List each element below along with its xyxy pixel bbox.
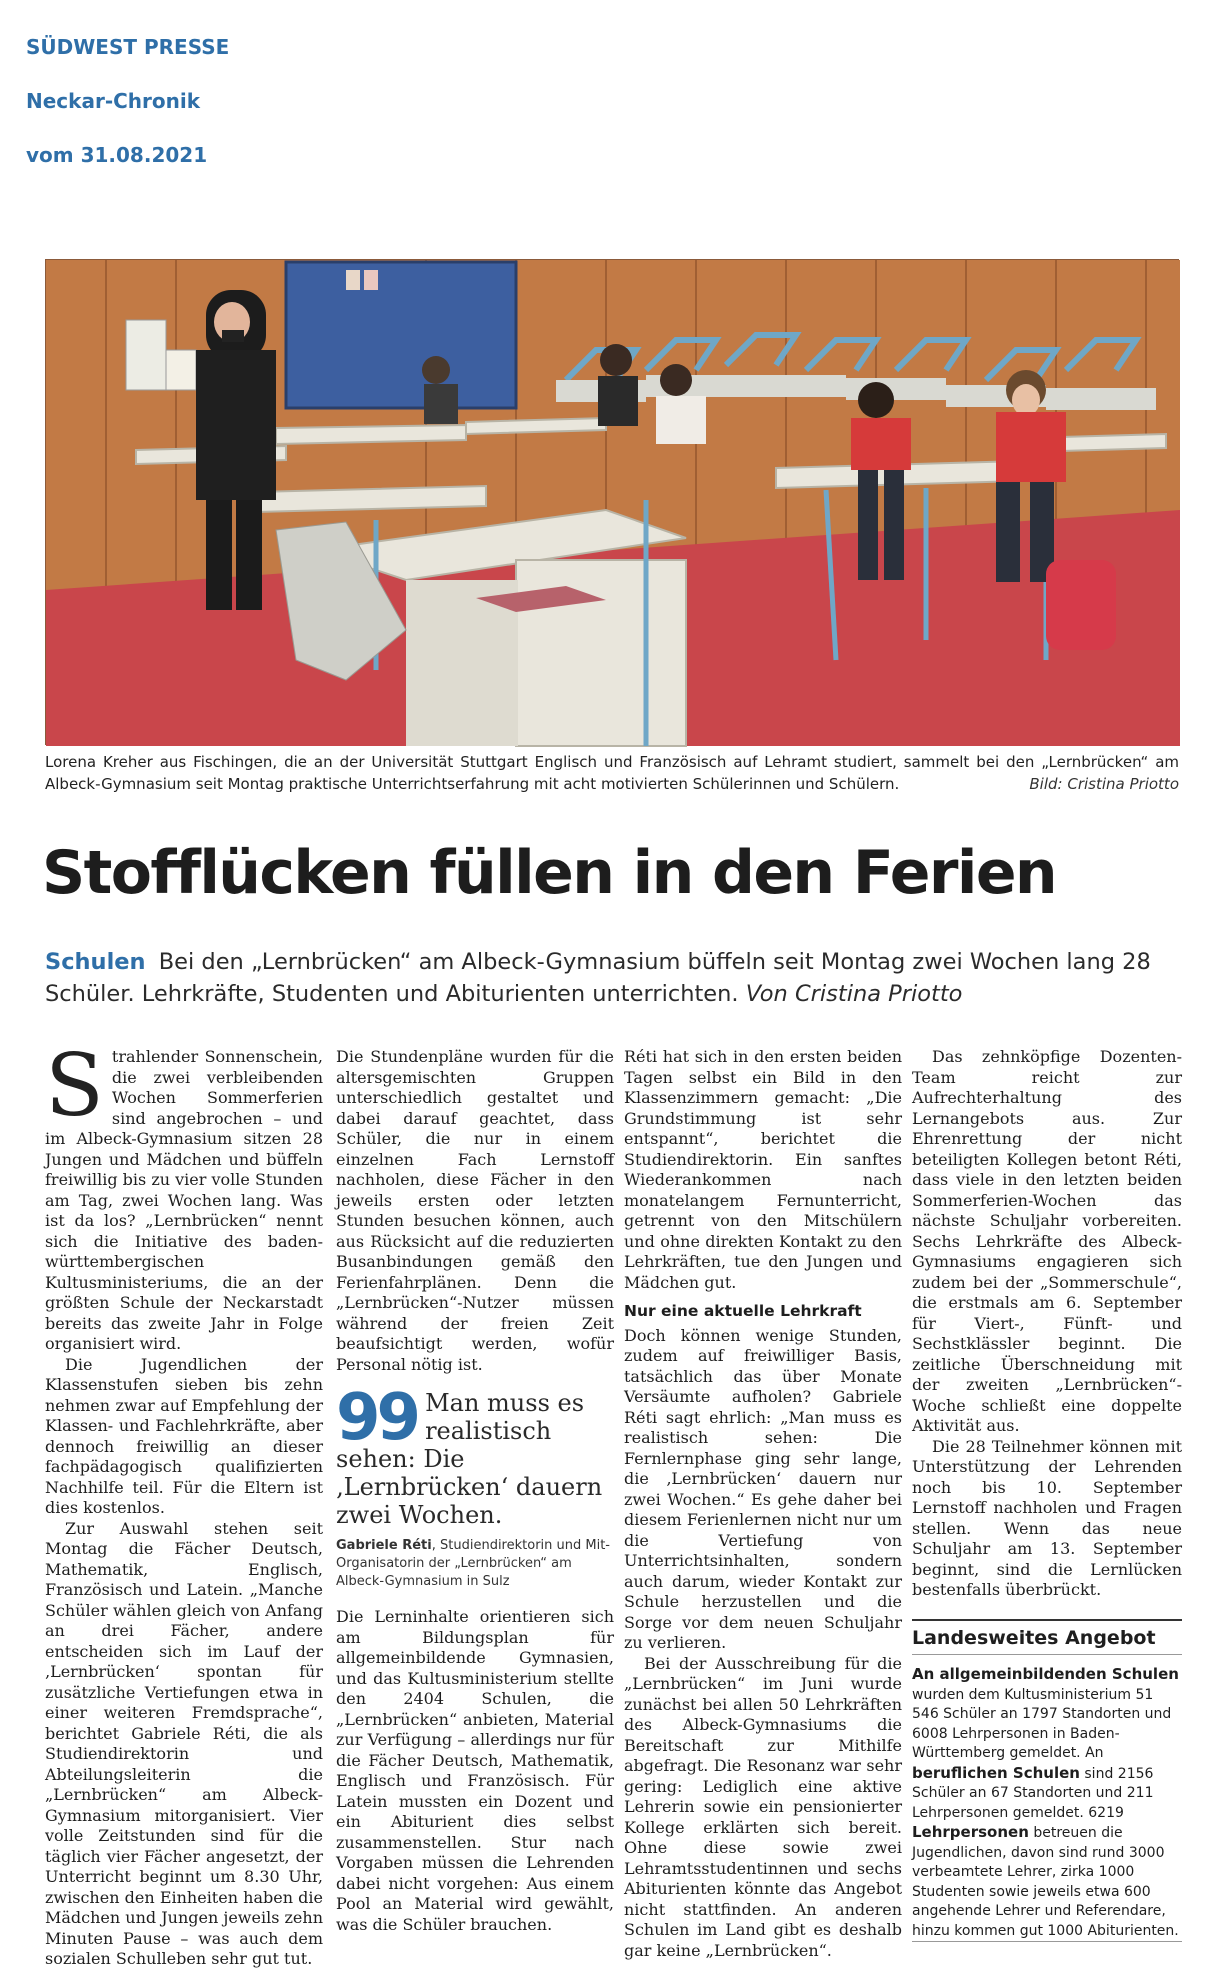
- photo-caption-text: Lorena Kreher aus Fischingen, die an der Universität Stuttgart Englisch und Französisch auf Lehramt studiert, sammelt bei den „Lernbrücken“ am Albeck-Gymnasium seit Montag praktische Unterrichtserfahrung mit acht motivierten Schülerinnen und Schülern.: [45, 753, 1179, 793]
- section-subhead: Nur eine aktuelle Lehrkraft: [624, 1302, 862, 1320]
- teaser-kicker: Schulen: [45, 949, 146, 975]
- publication-date: vom 31.08.2021: [26, 143, 208, 167]
- paragraph: Die Lerninhalte orientieren sich am Bildungsplan für allgemeinbildende Gymnasien, und das Kultusministerium stellte den 2404 Schulen, die „Lernbrücken“ anbieten, Material zur Verfügung – allerdings nur für die Fächer Deutsch, Mathematik, Englisch und Französisch. Für Latein mussten ein Dozent und ein Abiturient dies selbst zusammenstellen. Stur nach Vorgaben müssen die Lehrenden dabei nicht vorgehen: Aus einem Pool an Material wird gewählt, was die Schüler brauchen.: [336, 1607, 614, 1934]
- paragraph: Das zehnköpfige Dozenten-Team reicht zur Aufrechterhaltung des Lernangebots aus. Zur Ehrenrettung der nicht beteiligten Kollegen betont Réti, dass viele in den letzten beiden Sommerferien-Wochen das nächste Schuljahr vorbereiten. Sechs Lehrkräfte des Albeck-Gymnasiums engagieren sich zudem bei der „Sommerschule“, die erstmals am 6. September für Viert-, Fünft- und Sechstklässler beginnt. Die zeitliche Überschneidung mit der zweiten „Lernbrücken“-Woche schließt eine doppelte Aktivität aus.: [912, 1047, 1182, 1435]
- article-column-4: [912, 1047, 1182, 1942]
- paragraph: Zur Auswahl stehen seit Montag die Fächer Deutsch, Mathematik, Englisch, Französisch und Latein. „Manche Schüler wählen gleich von Anfang an drei Fächer, andere entscheiden sich im Lauf der ‚Lernbrücken‘ spontan für zusätzliche Vertiefungen etwa in einer weiteren Fremdsprache“, berichtet Gabriele Réti, die als Studiendirektorin und Abteilungsleiterin die „Lernbrücken“ am Albeck-Gymnasium mitorganisiert. Vier volle Zeitstunden sind für die täglich vier Fächer angesetzt, der Unterricht beginnt um 8.30 Uhr, zwischen den Einheiten haben die Mädchen und Jungen jeweils zehn Minuten Pause – was auch dem sozialen Schulleben sehr gut tut.: [45, 1518, 323, 1968]
- paragraph: Doch können wenige Stunden, zudem auf freiwilliger Basis, tatsächlich das über Monate Versäumte aufholen? Gabriele Réti sagt ehrlich: „Man muss es realistisch sehen: Die Fernlernphase ging sehr lange, die ‚Lernbrücken‘ dauern nur zwei Wochen.“ Es gehe daher bei diesem Ferienlernen nicht nur um die Vertiefung von Unterrichtsinhalten, sondern auch darum, wieder Kontakt zur Schule herzustellen und die Sorge vor dem neuen Schuljahr zu verlieren.: [624, 1325, 902, 1652]
- photo-caption: [45, 751, 1179, 795]
- info-box-title: Landesweites Angebot: [912, 1629, 1182, 1656]
- info-box-text: sind 2156 Schüler an 67 Standorten und 211 Lehrpersonen gemeldet.: [912, 1765, 1154, 1821]
- pull-quote-name: Gabriele Réti: [336, 1538, 432, 1553]
- article-headline: Stofflücken füllen in den Ferien: [42, 838, 1057, 908]
- classroom-illustration: [46, 260, 1180, 746]
- drop-cap: S: [45, 1036, 104, 1136]
- info-box-text: betreuen die Jugendlichen, davon sind rund 3000 verbeamtete Lehrer, zirka 1000 Studenten sowie jeweils etwa 600 angehende Lehrer und Referendare, hinzu kommen gut 1000 Abiturienten.: [912, 1825, 1179, 1939]
- teaser-text: Bei den „Lernbrücken“ am Albeck-Gymnasium büffeln seit Montag zwei Wochen lang 28 Schüler. Lehrkräfte, Studenten und Abiturienten unterrichten.: [45, 949, 1151, 1007]
- pull-quote: [336, 1381, 614, 1591]
- pull-quote-text: Man muss es realistisch sehen: Die ‚Lernbrücken‘ dauern zwei Wochen.: [336, 1389, 603, 1529]
- info-box-heading: beruflichen Schulen: [912, 1763, 1080, 1782]
- info-box-text: wurden dem Kultusministerium 51 546 Schüler an 1797 Standorten und 6008 Lehrpersonen in Baden-Württemberg gemeldet. An: [912, 1686, 1172, 1761]
- article-author: Von Cristina Priotto: [745, 981, 963, 1007]
- paragraph: trahlender Sonnenschein, die zwei verbleibenden Wochen Sommerferien sind angebrochen – und im Albeck-Gymnasium sitzen 28 Jungen und Mädchen und büffeln freiwillig bis zu vier volle Stunden am Tag, zwei Wochen lang. Was ist da los? „Lernbrücken“ nennt sich die Initiative des baden-württembergischen Kultusministeriums, die an der größten Schule der Neckarstadt bereits das zweite Jahr in Folge organisiert wird.: [45, 1047, 323, 1353]
- paragraph: Die Stundenpläne wurden für die altersgemischten Gruppen unterschiedlich gestaltet und dabei darauf geachtet, dass Schüler, die nur in einem einzelnen Fach Lernstoff nachholen, diese Fächer in den jeweils ersten oder letzten Stunden besuchen können, auch aus Rücksicht auf die reduzierten Busanbindungen gemäß den Ferienfahrplänen. Denn die „Lernbrücken“-Nutzer müssen während der freien Zeit beaufsichtigt werden, wofür Personal nötig ist.: [336, 1047, 614, 1374]
- paragraph: Réti hat sich in den ersten beiden Tagen selbst ein Bild in den Klassenzimmern gemacht: „Die Grundstimmung ist sehr entspannt“, berichtet die Studiendirektorin. Ein sanftes Wiederankommen nach monatelangem Fernunterricht, getrennt von den Mitschülern und ohne direkten Kontakt zu den Lehrkräften, tue den Jungen und Mädchen gut.: [624, 1047, 902, 1292]
- paragraph: Die 28 Teilnehmer können mit Unterstützung der Lehrenden noch bis 10. September Lernstoff nachholen und Fragen stellen. Wenn das neue Schuljahr am 13. September beginnt, sind die Lernlücken bestenfalls überbrückt.: [912, 1436, 1182, 1599]
- article-teaser: [45, 946, 1179, 1010]
- edition-name: Neckar-Chronik: [26, 89, 201, 113]
- photo-credit: Bild: Cristina Priotto: [1029, 775, 1179, 793]
- quote-mark-icon: 99: [336, 1381, 418, 1455]
- article-column-1: [45, 1036, 323, 1970]
- source-header: [26, 20, 229, 182]
- classroom-photo: [45, 259, 1179, 745]
- info-box-text: 6219: [1088, 1804, 1124, 1821]
- info-box-body: [912, 1665, 1182, 1942]
- info-box-heading: An allgemeinbildenden Schulen: [912, 1665, 1179, 1683]
- info-box: [912, 1619, 1182, 1943]
- paragraph: Die Jugendlichen der Klassenstufen sieben bis zehn nehmen zwar auf Empfehlung der Klassen- und Fachlehrkräfte, aber dennoch freiwillig an dieser fachpädagogisch qualifizierten Nachhilfe teil. Für die Eltern ist dies kostenlos.: [45, 1354, 323, 1517]
- pull-quote-source: [336, 1537, 614, 1591]
- info-box-heading: Lehrpersonen: [912, 1823, 1029, 1841]
- pull-quote-role: , Studiendirektorin und Mit-Organisatorin der „Lernbrücken“ am Albeck-Gymnasium in Sulz: [336, 1538, 610, 1589]
- article-column-3: [624, 1047, 902, 1961]
- article-column-2: [336, 1047, 614, 1935]
- paragraph: Bei der Ausschreibung für die „Lernbrücken“ im Juni wurde zunächst bei allen 50 Lehrkräften des Albeck-Gymnasiums die Bereitschaft zur Mithilfe abgefragt. Die Resonanz war sehr gering: Lediglich eine aktive Lehrerin sowie ein pensionierter Kollege erklärten sich bereit. Ohne diese sowie zwei Lehramtsstudentinnen und sechs Abiturienten könnte das Angebot nicht stattfinden. An anderen Schulen im Land gibt es deshalb gar keine „Lernbrücken“.: [624, 1653, 902, 1960]
- publisher-name: SÜDWEST PRESSE: [26, 35, 230, 59]
